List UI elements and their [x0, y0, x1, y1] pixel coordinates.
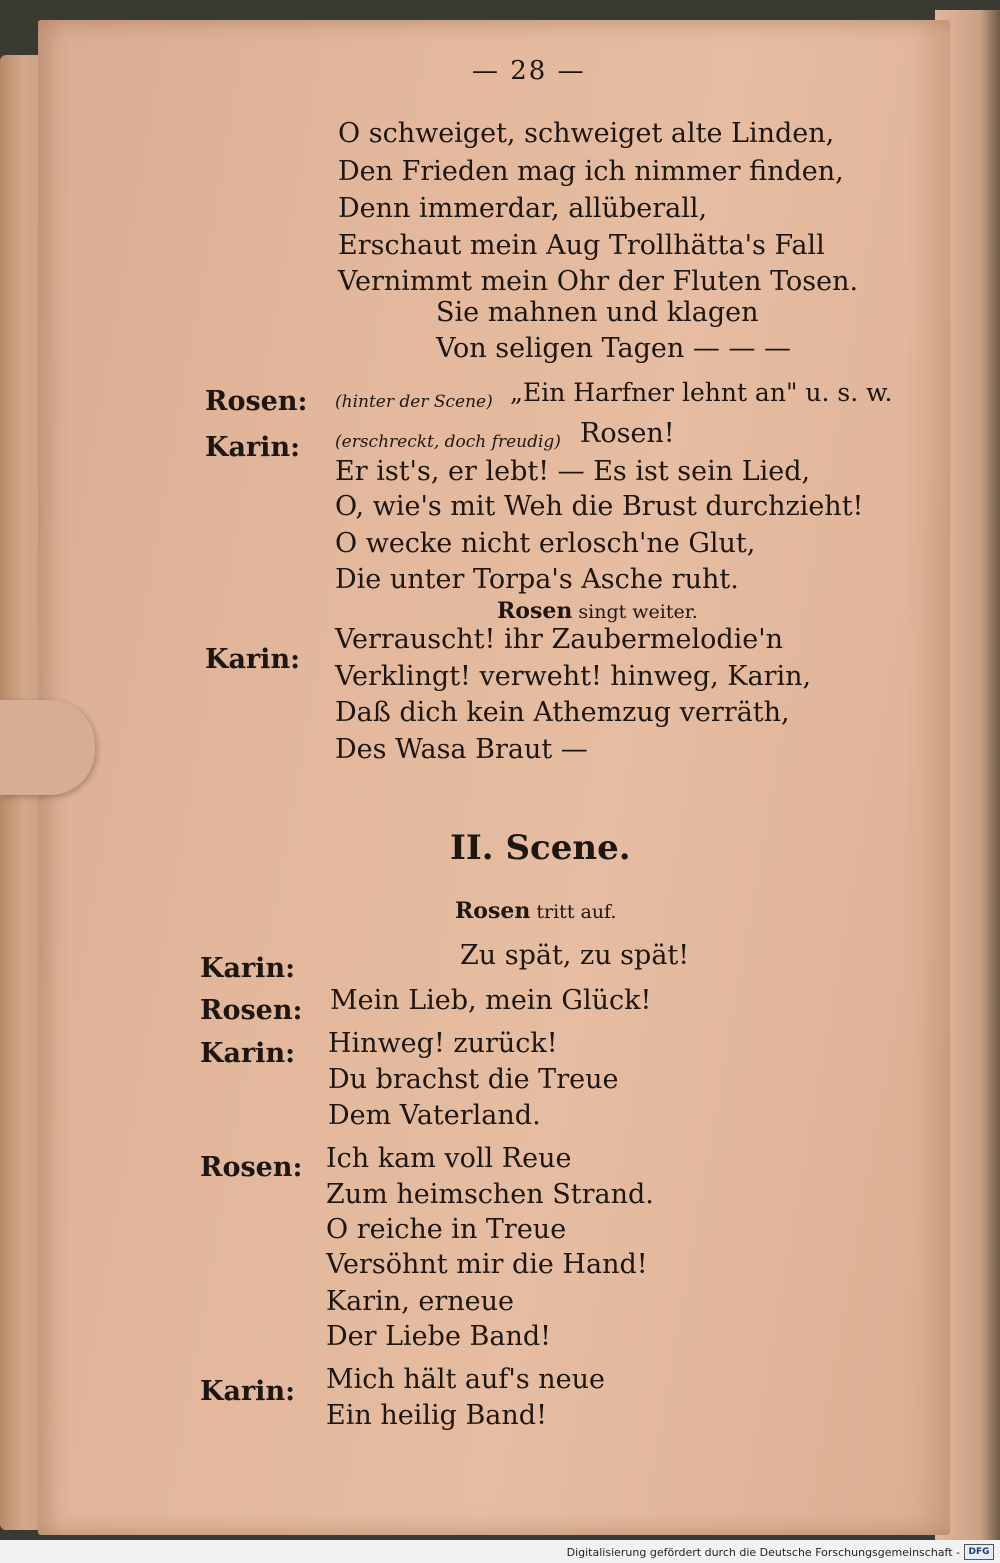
speaker-label: Karin: [205, 432, 301, 463]
verse-line: Er ist's, er lebt! — Es ist sein Lied, [335, 456, 811, 487]
dfg-logo: DFG [964, 1544, 994, 1560]
verse-line: Denn immerdar, allüberall, [338, 193, 708, 224]
verse-line: Des Wasa Braut — [335, 734, 588, 765]
verse-line: Dem Vaterland. [328, 1100, 541, 1131]
verse-line: O, wie's mit Weh die Brust durchzieht! [335, 491, 864, 522]
verse-line: Erschaut mein Aug Trollhätta's Fall [338, 230, 825, 261]
verse-line: Rosen! [580, 418, 675, 449]
page-tab-clip [0, 700, 95, 795]
verse-line: Ein heilig Band! [326, 1400, 547, 1431]
verse-line: Daß dich kein Athemzug verräth, [335, 697, 790, 728]
verse-line: Verklingt! verweht! hinweg, Karin, [335, 661, 812, 692]
verse-line: „Ein Harfner lehnt an" u. s. w. [510, 378, 893, 407]
verse-line: Du brachst die Treue [328, 1064, 619, 1095]
verse-line: Sie mahnen und klagen [436, 297, 759, 328]
verse-line: Den Frieden mag ich nimmer finden, [338, 156, 844, 187]
speaker-label: Karin: [200, 1376, 296, 1407]
stage-cue [455, 898, 616, 924]
cue-name: Rosen [455, 898, 531, 924]
verse-line: Mein Lieb, mein Glück! [330, 985, 652, 1016]
verse-line: Ich kam voll Reue [326, 1143, 572, 1174]
verse-line: O schweiget, schweiget alte Linden, [338, 118, 835, 149]
verse-line: O reiche in Treue [326, 1214, 567, 1245]
footer-credit: Digitalisierung gefördert durch die Deutsche Forschungsgemeinschaft - [566, 1546, 960, 1559]
stage-cue [497, 598, 698, 624]
verse-line: Die unter Torpa's Asche ruht. [335, 564, 739, 595]
speaker-label: Rosen: [200, 1152, 303, 1183]
verse-line: Hinweg! zurück! [328, 1028, 558, 1059]
verse-line: Verrauscht! ihr Zaubermelodie'n [335, 624, 784, 655]
stage-direction: (hinter der Scene) [335, 392, 493, 412]
speaker-label: Karin: [200, 1038, 296, 1069]
verse-line: Zu spät, zu spät! [460, 940, 690, 971]
scene-heading: II. Scene. [450, 828, 631, 868]
verse-line: Versöhnt mir die Hand! [326, 1249, 648, 1280]
cue-name: Rosen [497, 598, 573, 624]
verse-line: Der Liebe Band! [326, 1321, 551, 1352]
verse-line: Karin, erneue [326, 1286, 514, 1317]
speaker-label: Rosen: [200, 995, 303, 1026]
verse-line: Mich hält auf's neue [326, 1364, 606, 1395]
cue-action: tritt auf. [536, 901, 617, 923]
cue-action: singt weiter. [578, 601, 698, 623]
speaker-label: Karin: [205, 644, 301, 675]
speaker-label: Rosen: [205, 386, 308, 417]
page-number: — 28 — [472, 56, 586, 86]
stage-direction: (erschreckt, doch freudig) [335, 432, 561, 452]
footer-bar [0, 1540, 1000, 1563]
verse-line: Vernimmt mein Ohr der Fluten Tosen. [338, 266, 859, 297]
verse-line: O wecke nicht erlosch'ne Glut, [335, 528, 756, 559]
speaker-label: Karin: [200, 953, 296, 984]
verse-line: Zum heimschen Strand. [326, 1179, 654, 1210]
verse-line: Von seligen Tagen — — — [436, 333, 791, 364]
